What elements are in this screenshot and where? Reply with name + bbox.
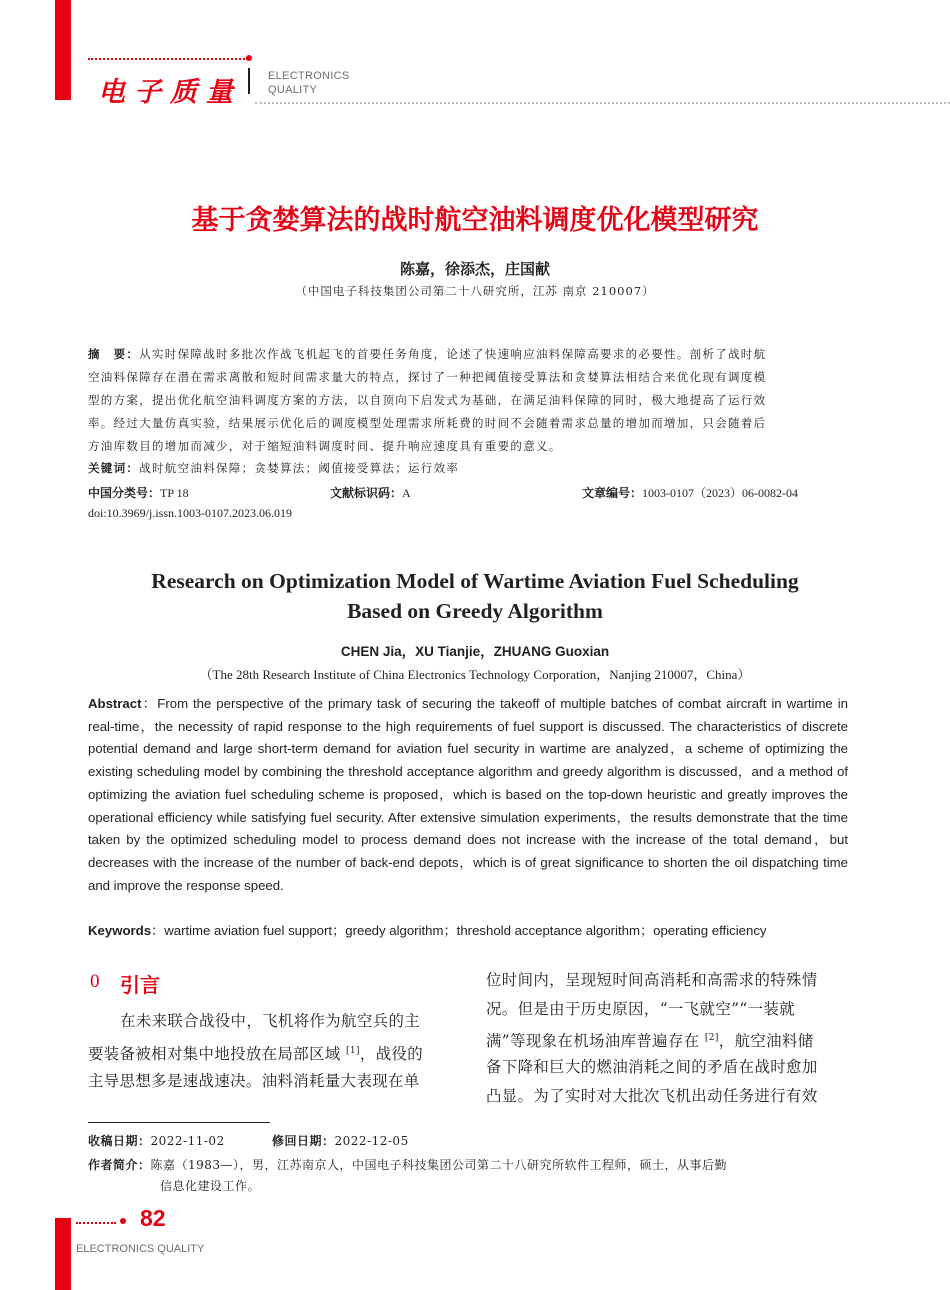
keywords-cn: 关键词：战时航空油料保障；贪婪算法；阈值接受算法；运行效率	[88, 461, 460, 475]
reference-2[interactable]: [2]	[704, 1033, 719, 1043]
header-dotted-rule-right	[255, 102, 950, 104]
keywords-en: Keywords：wartime aviation fuel support；greedy algorithm；threshold acceptance algorithm；operating efficiency	[88, 923, 767, 938]
body-right-line-5: 凸显。为了实时对大批次飞机出动任务进行有效	[486, 1087, 818, 1105]
paper-title-en: Research on Optimization Model of Wartime Aviation Fuel Scheduling Based on Greedy Algorithm	[151, 569, 799, 623]
footer-journal-name: ELECTRONICS QUALITY	[76, 1243, 205, 1255]
header-separator	[248, 68, 250, 94]
body-right-line-3: 满”等现象在机场油库普遍存在 [2]，航空油料储	[486, 1032, 814, 1050]
header-dotted-rule	[88, 58, 248, 60]
body-right-line-4: 备下降和巨大的燃油消耗之间的矛盾在战时愈加	[486, 1058, 818, 1076]
authors-cn: 陈嘉，徐添杰，庄国献	[399, 260, 550, 278]
affiliation-cn: （中国电子科技集团公司第二十八研究所，江苏 南京 210007）	[295, 284, 655, 298]
body-right-line-1: 位时间内，呈现短时间高消耗和高需求的特殊情	[486, 971, 818, 989]
footnote-rule	[88, 1122, 270, 1123]
affiliation-en: （The 28th Research Institute of China Electronics Technology Corporation，Nanjing 210007，China）	[199, 667, 751, 682]
authors-en: CHEN Jia，XU Tianjie，ZHUANG Guoxian	[340, 644, 610, 659]
article-number: 文章编号：1003-0107（2023）06-0082-04	[582, 486, 799, 500]
journal-logo-en-line1: ELECTRONICS	[268, 70, 350, 82]
section-title: 引言	[120, 973, 160, 997]
header-dot	[246, 55, 252, 61]
body-left-line-3: 主导思想多是速战速决。油料消耗量大表现在单	[88, 1072, 420, 1090]
keywords-en-label: Keywords	[88, 923, 152, 938]
doi: doi:10.3969/j.issn.1003-0107.2023.06.019	[88, 506, 293, 520]
body-left-line-1: 在未来联合战役中，飞机将作为航空兵的主	[120, 1012, 421, 1030]
keywords-cn-label: 关键词：	[88, 461, 140, 475]
page-number: 82	[140, 1205, 166, 1231]
body-right-line-2: 况。但是由于历史原因，“一飞就空”“一装就	[486, 1000, 796, 1018]
footer-dot	[120, 1218, 126, 1224]
footer-red-bar	[55, 1218, 71, 1290]
header-red-bar	[55, 0, 71, 100]
received-date: 收稿日期：2022-11-02	[88, 1134, 225, 1148]
reference-1[interactable]: [1]	[345, 1046, 360, 1056]
footer-dotted-rule	[76, 1222, 116, 1224]
document-code: 文献标识码：A	[330, 486, 411, 500]
abstract-cn-line-3: 型的方案，提出优化航空油料调度方案的方法，以自顶向下启发式为基础，在满足油料保障的同时，极大地提高了运行效	[88, 393, 767, 407]
abstract-cn-line-1: 摘 要：从实时保障战时多批次作战飞机起飞的首要任务角度，论述了快速响应油料保障高要求的必要性。剖析了战时航	[88, 347, 767, 361]
journal-logo-en-line2: QUALITY	[268, 84, 318, 96]
abstract-cn-line-2: 空油料保障存在潜在需求离散和短时间需求量大的特点，探讨了一种把阈值接受算法和贪婪算法相结合来优化现有调度模	[88, 370, 767, 384]
author-bio-line-2: 信息化建设工作。	[160, 1179, 261, 1193]
body-left-line-2: 要装备被相对集中地投放在局部区域 [1]，战役的	[88, 1045, 424, 1063]
abstract-en-label: Abstract	[88, 696, 142, 711]
paper-title-cn: 基于贪婪算法的战时航空油料调度优化模型研究	[191, 205, 759, 236]
section-number: 0	[90, 971, 100, 992]
clc-number: 中国分类号：TP 18	[88, 486, 189, 500]
author-bio-line-1: 作者简介：陈嘉（1983—），男，江苏南京人，中国电子科技集团公司第二十八研究所软件工程师，硕士，从事后勤	[88, 1158, 728, 1172]
abstract-cn-line-4: 率。经过大量仿真实验，结果展示优化后的调度模型处理需求所耗费的时间不会随着需求总量的增加而增加，只会随着后	[88, 416, 767, 430]
revised-date: 修回日期：2022-12-05	[272, 1134, 409, 1148]
journal-logo-cn: 电子质量	[98, 77, 242, 108]
abstract-en: Abstract：From the perspective of the primary task of securing the takeoff of multiple batches of combat aircraft in wartime in real-time，the necessity of rapid response to the high requirements of fuel support is discussed. The characteristics of discrete potential demand and large short-term demand for aviation fuel security in wartime are analyzed，a scheme of optimizing the existing scheduling model by combining the threshold acceptance algorithm and greedy algorithm is discussed，and a method of optimizing the aviation fuel scheduling scheme is proposed，which is based on the top-down heuristic and greatly improves the operational efficiency while satisfying fuel security. After extensive simulation experiments，the results demonstrate that the time taken by the optimized scheduling model to process demand does not increase with the increase of the total demand，but decreases with the increase of the number of back-end depots，which is of great significance to shorten the oil dispatching time and improve the response speed.	[88, 696, 848, 893]
abstract-cn-line-5: 方油库数目的增加而减少，对于缩短油料调度时间、提升响应速度具有重要的意义。	[88, 439, 562, 453]
abstract-cn-label: 摘 要：	[88, 347, 140, 361]
